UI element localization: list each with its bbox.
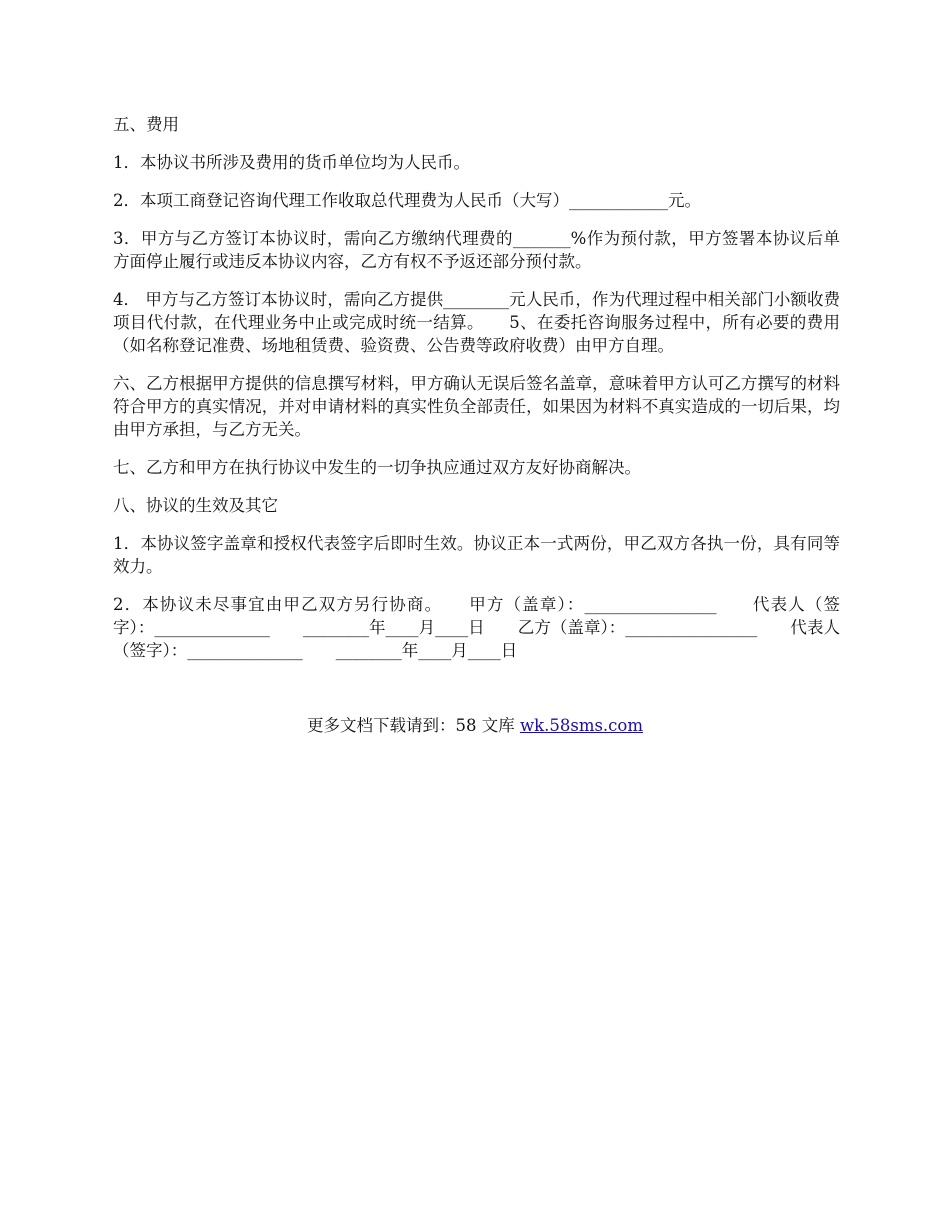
clause-8-1: 1．本协议签字盖章和授权代表签字后即时生效。协议正本一式两份，甲乙双方各执一份，具有同等效力。 bbox=[113, 534, 840, 576]
section-6: 六、乙方根据甲方提供的信息撰写材料，甲方确认无误后签名盖章，意味着甲方认可乙方撰写的材料符合甲方的真实情况，并对申请材料的真实性负全部责任，如果因为材料不真实造成的一切后果，均由甲方承担，与乙方无关。 bbox=[113, 374, 840, 439]
document-body bbox=[113, 113, 840, 677]
footer-link[interactable]: wk.58sms.com bbox=[519, 716, 643, 735]
clause-5-2: 2．本项工商登记咨询代理工作收取总代理费为人民币（大写）____________元。 bbox=[113, 191, 701, 210]
clause-5-1: 1．本协议书所涉及费用的货币单位均为人民币。 bbox=[113, 153, 470, 172]
download-footer bbox=[0, 714, 950, 738]
section-5-heading: 五、费用 bbox=[113, 115, 179, 134]
clause-8-2-signatures: 2．本协议未尽事宜由甲乙双方另行协商。 甲方（盖章）：________________ 代表人（签字）：______________ ________年____月____日 乙方（盖章）：________________ 代表人（签字）：______________ ________年____月____日 bbox=[113, 595, 840, 660]
clause-5-3: 3．甲方与乙方签订本协议时，需向乙方缴纳代理费的_______%作为预付款，甲方签署本协议后单方面停止履行或违反本协议内容，乙方有权不予返还部分预付款。 bbox=[113, 229, 840, 271]
clause-5-4: 4． 甲方与乙方签订本协议时，需向乙方提供________元人民币，作为代理过程中相关部门小额收费项目代付款，在代理业务中止或完成时统一结算。 5、在委托咨询服务过程中，所有必要的费用（如名称登记准费、场地租赁费、验资费、公告费等政府收费）由甲方自理。 bbox=[113, 290, 840, 355]
section-7: 七、乙方和甲方在执行协议中发生的一切争执应通过双方友好协商解决。 bbox=[113, 458, 641, 477]
footer-text: 更多文档下载请到：58 文库 bbox=[306, 716, 520, 735]
section-8-heading: 八、协议的生效及其它 bbox=[113, 496, 278, 515]
